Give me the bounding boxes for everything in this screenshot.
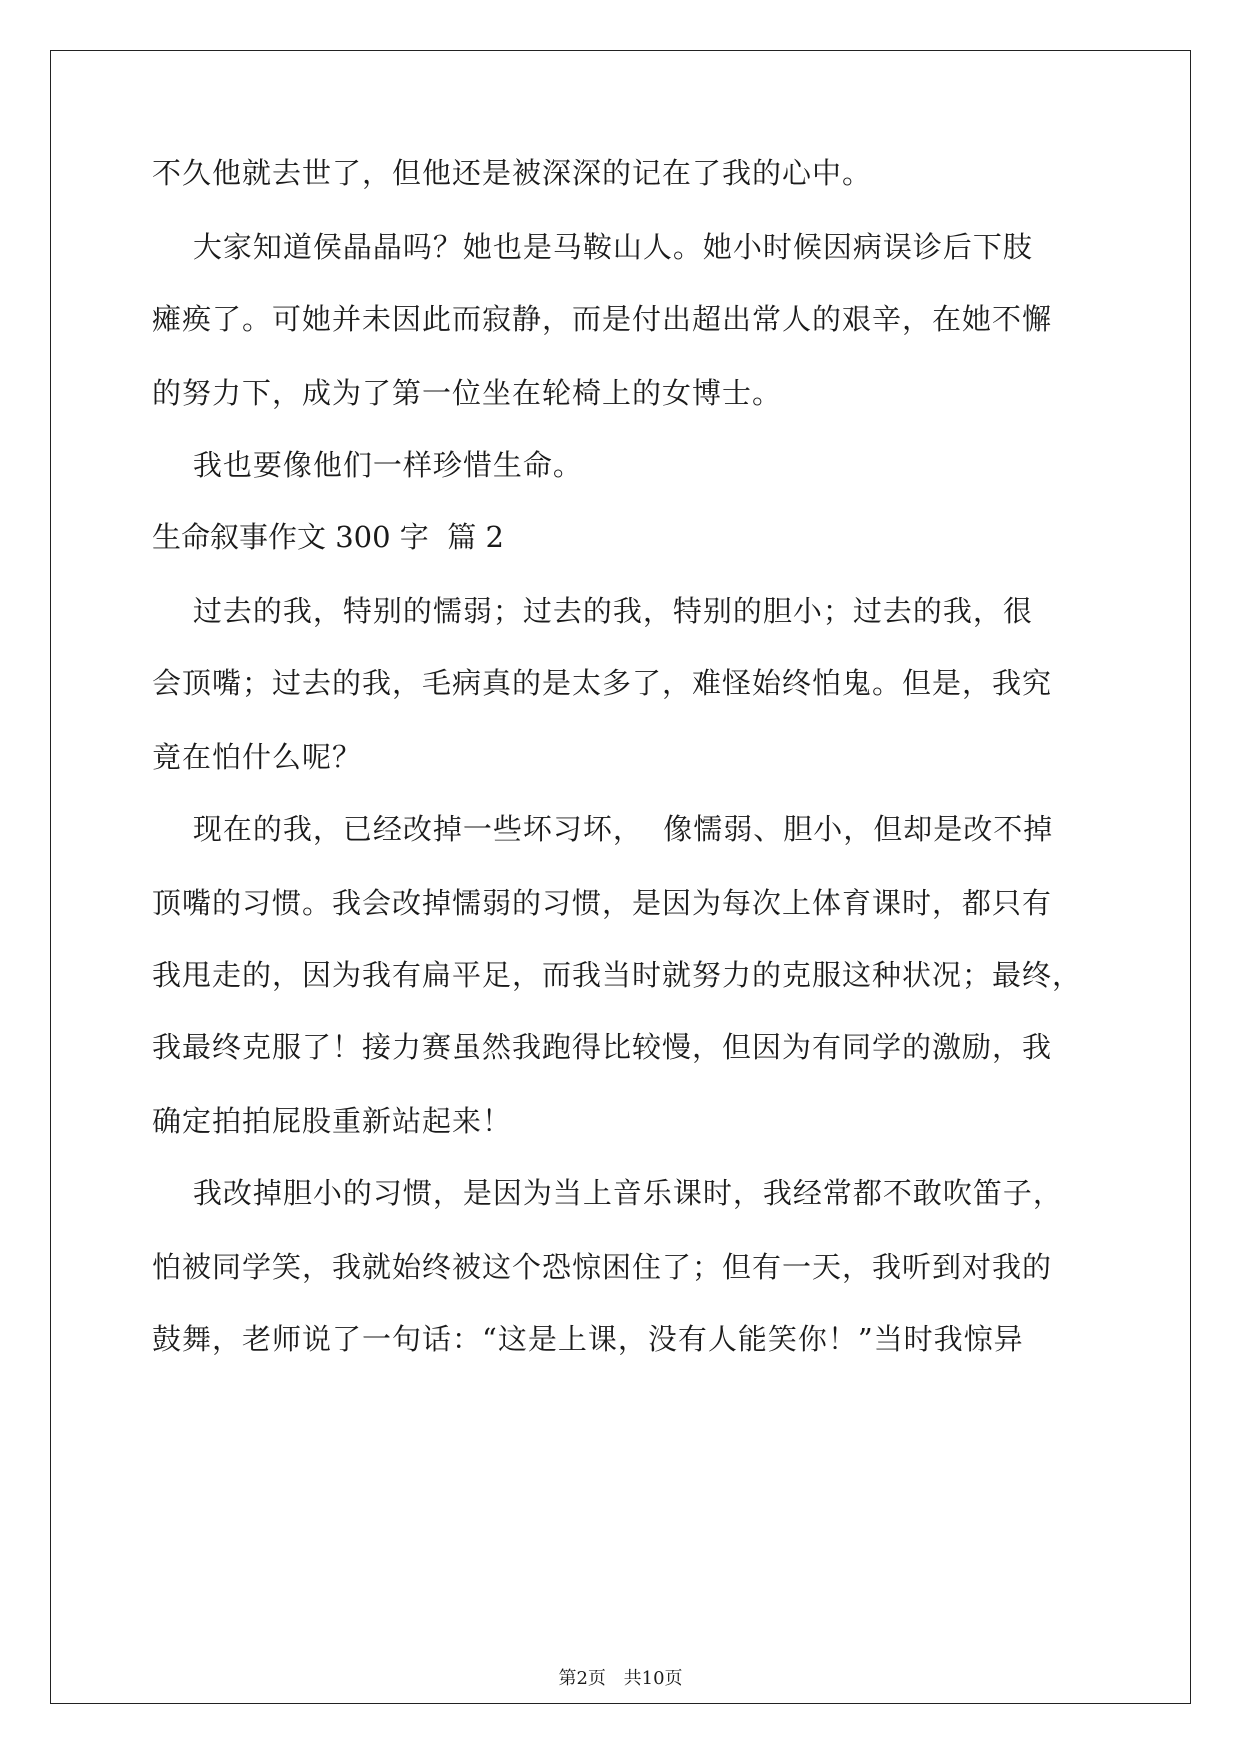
text-line: 我最终克服了！接力赛虽然我跑得比较慢，但因为有同学的激励，我 — [152, 1030, 1053, 1064]
page-number-total: 共10页 — [623, 1668, 683, 1689]
text-line: 确定拍拍屁股重新站起来！ — [152, 1104, 513, 1138]
text-line: 会顶嘴；过去的我，毛病真的是太多了，难怪始终怕鬼。但是，我究 — [152, 666, 1053, 700]
page-footer — [0, 1668, 1241, 1690]
text-line: 瘫痪了。可她并未因此而寂静，而是付出超出常人的艰辛，在她不懈 — [152, 302, 1053, 336]
text-line: 我改掉胆小的习惯，是因为当上音乐课时，我经常都不敢吹笛子， — [152, 1176, 1063, 1210]
text-line: 顶嘴的习惯。我会改掉懦弱的习惯，是因为每次上体育课时，都只有 — [152, 886, 1053, 920]
text-line: 不久他就去世了，但他还是被深深的记在了我的心中。 — [152, 156, 873, 190]
text-line: 竟在怕什么呢？ — [152, 740, 363, 774]
page-border — [50, 50, 1191, 1704]
text-line: 的努力下，成为了第一位坐在轮椅上的女博士。 — [152, 376, 783, 410]
text-line: 我甩走的，因为我有扁平足，而我当时就努力的克服这种状况；最终， — [152, 958, 1083, 992]
section-heading: 生命叙事作文 300 字 篇 2 — [152, 520, 504, 554]
text-line: 过去的我，特别的懦弱；过去的我，特别的胆小；过去的我，很 — [152, 594, 1033, 628]
text-line: 鼓舞，老师说了一句话：“这是上课，没有人能笑你！”当时我惊异 — [152, 1322, 1024, 1356]
text-line: 我也要像他们一样珍惜生命。 — [152, 448, 583, 482]
text-line: 现在的我，已经改掉一些坏习坏， 像懦弱、胆小，但却是改不掉 — [152, 812, 1054, 846]
text-line: 大家知道侯晶晶吗？她也是马鞍山人。她小时候因病误诊后下肢 — [152, 230, 1033, 264]
text-line: 怕被同学笑，我就始终被这个恐惊困住了；但有一天，我听到对我的 — [152, 1250, 1053, 1284]
page-number-current: 第2页 — [558, 1668, 606, 1689]
